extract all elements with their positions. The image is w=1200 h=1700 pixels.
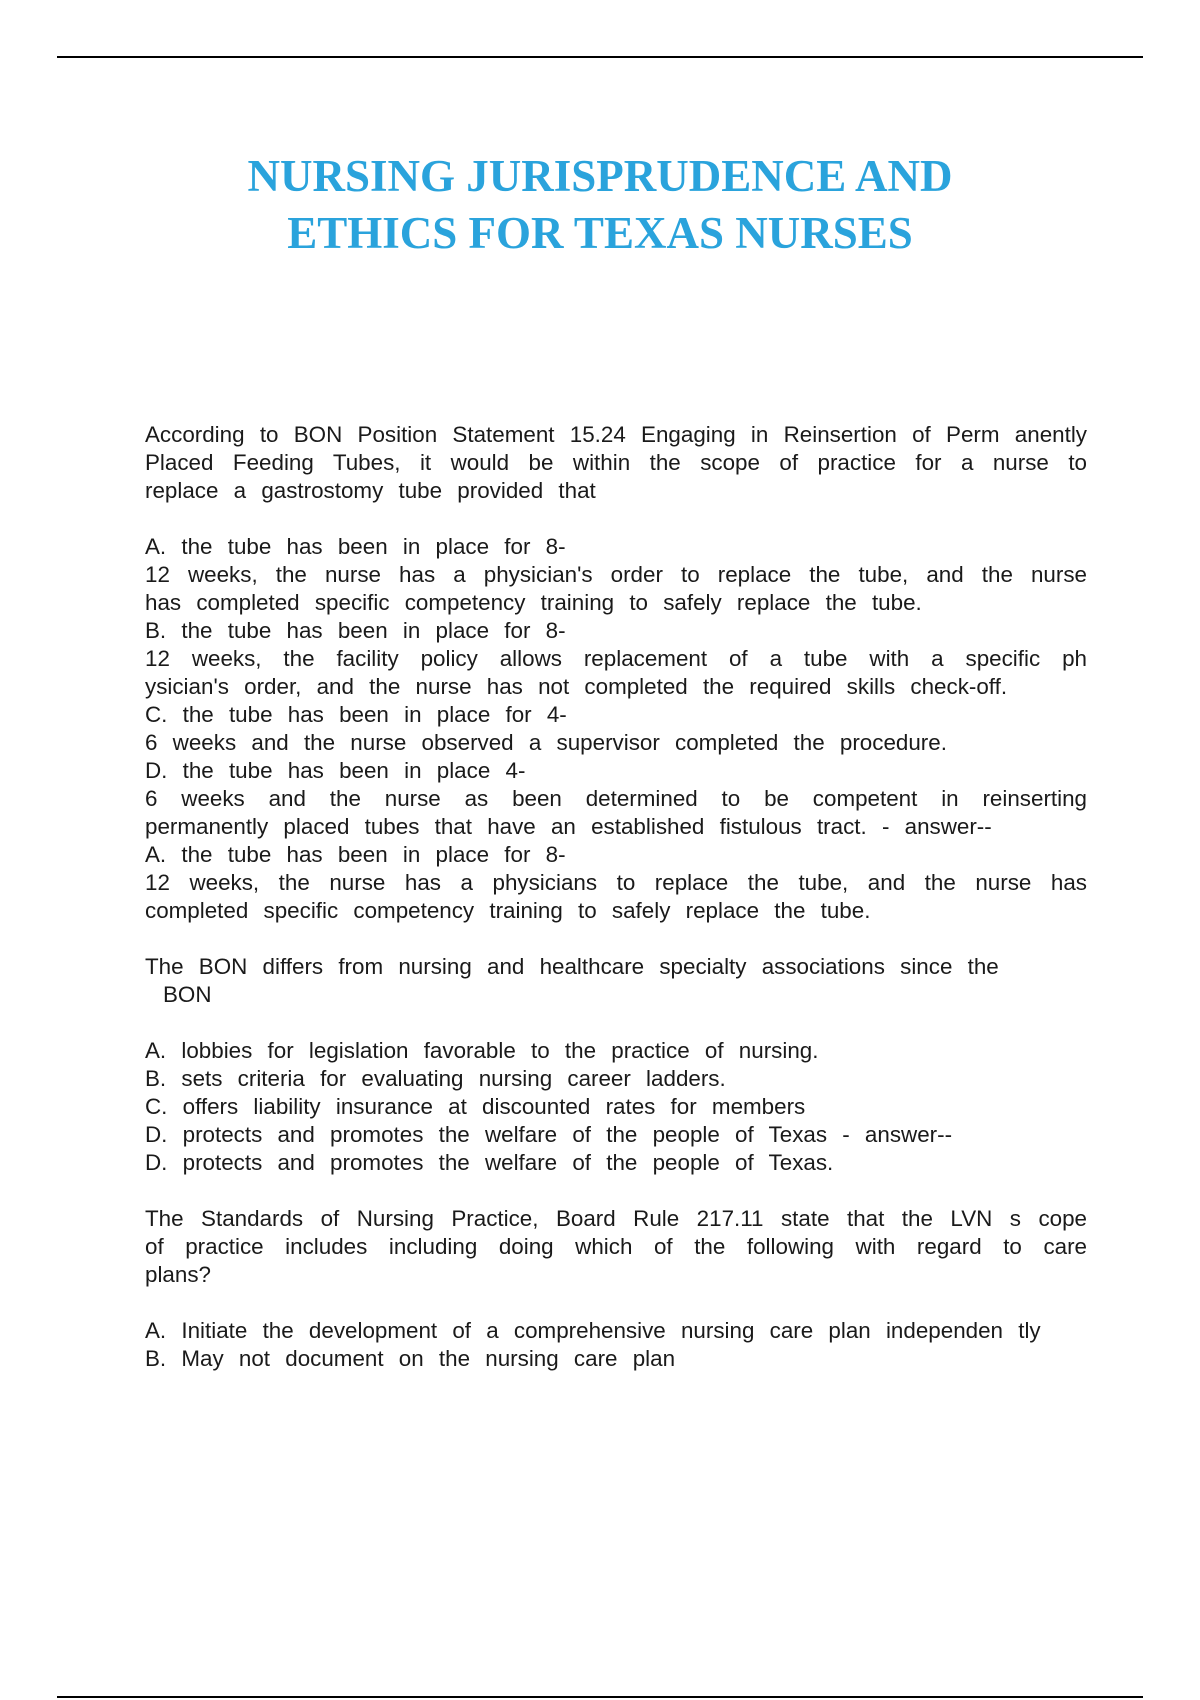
question-1-answer-line-2: 12 weeks, the nurse has a physicians to replace the tube, and the nurse has completed specific competency training to safely replace the tube. (145, 870, 1087, 923)
title-line-2: ETHICS FOR TEXAS NURSES (287, 208, 913, 258)
title-line-1: NURSING JURISPRUDENCE AND (247, 151, 953, 201)
question-3-option-b: B. May not document on the nursing care plan (145, 1346, 676, 1371)
question-1-option-b-line-2: 12 weeks, the facility policy allows replacement of a tube with a specific ph ysician's order, and the nurse has not completed the required skills check-off. (145, 646, 1087, 699)
question-3-option-a: A. Initiate the development of a comprehensive nursing care plan independen tly (145, 1318, 1041, 1343)
header-rule (57, 56, 1143, 58)
spacer (145, 505, 1087, 533)
footer-rule (57, 1696, 1143, 1698)
question-1-option-a-line-2: 12 weeks, the nurse has a physician's order to replace the tube, and the nurse has completed specific competency training to safely replace the tube. (145, 562, 1087, 615)
question-1-option-d-line-2: 6 weeks and the nurse as been determined to be competent in reinserting permanently placed tubes that have an established fistulous tract. - answer-- (145, 786, 1087, 839)
spacer (145, 925, 1087, 953)
question-2-text-line-1: The BON differs from nursing and healthcare specialty associations since the (145, 954, 999, 979)
question-1-option-b-line-1: B. the tube has been in place for 8- (145, 618, 566, 643)
document-body (145, 421, 1087, 1373)
question-2-option-a: A. lobbies for legislation favorable to the practice of nursing. (145, 1038, 819, 1063)
question-2-answer: D. protects and promotes the welfare of the people of Texas. (145, 1150, 834, 1175)
question-2-text-line-2: BON (163, 982, 212, 1007)
question-2-option-d: D. protects and promotes the welfare of the people of Texas - answer-- (145, 1122, 953, 1147)
question-1-answer-line-1: A. the tube has been in place for 8- (145, 842, 566, 867)
spacer (145, 1289, 1087, 1317)
question-2-option-c: C. offers liability insurance at discounted rates for members (145, 1094, 806, 1119)
document-title (150, 148, 1050, 262)
question-2-option-b: B. sets criteria for evaluating nursing career ladders. (145, 1066, 726, 1091)
question-1-option-c-line-2: 6 weeks and the nurse observed a supervisor completed the procedure. (145, 730, 947, 755)
spacer (145, 1009, 1087, 1037)
question-1-option-c-line-1: C. the tube has been in place for 4- (145, 702, 567, 727)
question-3-text: The Standards of Nursing Practice, Board Rule 217.11 state that the LVN s cope of practice includes including doing which of the following with regard to care plans? (145, 1206, 1087, 1287)
spacer (145, 1177, 1087, 1205)
question-1-text: According to BON Position Statement 15.24 Engaging in Reinsertion of Perm anently Placed Feeding Tubes, it would be within the scope of practice for a nurse to replace a gastrostomy tube provided that (145, 422, 1087, 503)
question-1-option-a-line-1: A. the tube has been in place for 8- (145, 534, 566, 559)
question-1-option-d-line-1: D. the tube has been in place 4- (145, 758, 526, 783)
